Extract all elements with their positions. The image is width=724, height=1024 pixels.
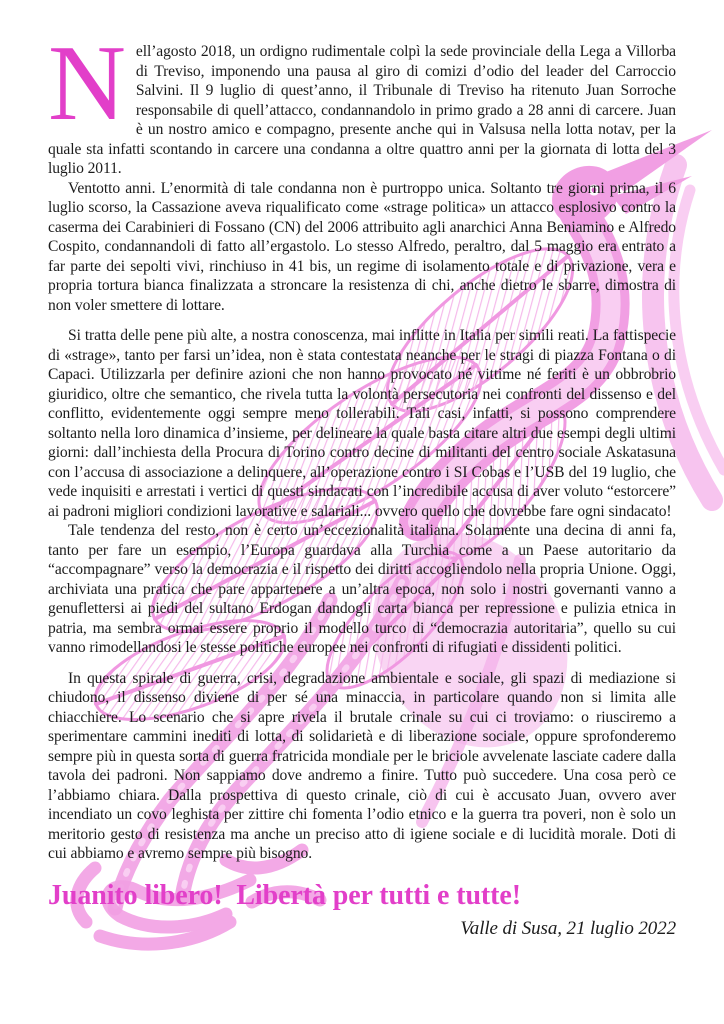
paragraph-4: Tale tendenza del resto, non è certo un’eccezionalità italiana. Solamente una decina di anni fa, tanto per fare un esempio, l’Europa guardava alla Turchia come a un Paese autoritario da “accompagnare” verso la democrazia e il rispetto dei diritti accogliendolo nella propria Unione. Oggi, archiviata una pratica che pare appartenere a un’altra epoca, non solo i nostri governanti vanno a genuflettersi ai piedi del sultano Erdogan dandogli carta bianca per repressione e pulizia etnica in patria, ma sembra ormai essere proprio il modello turco di “democrazia autoritaria”, quello su cui vanno rimodellandosi le stesse politiche europee nei confronti di rifugiati e dissidenti politici. xyxy=(48,522,676,656)
paragraph-5: In questa spirale di guerra, crisi, degradazione ambientale e sociale, gli spazi di mediazione si chiudono, il dissenso diviene di per sé una minaccia, in particolare quando non si limita alle chiacchiere. Lo scenario che si apre rivela il brutale crinale su cui ci troviamo: o riusciremo a sperimentare cammini inediti di lotta, di solidarietà e di liberazione sociale, oppure sprofonderemo sempre più in questa sorta di guerra fratricida mondiale per le briciole avvelenate lasciate cadere dalla tavola dei padroni. Non sappiamo dove andremo a finire. Tutto può succedere. Una cosa però ce l’abbiamo chiara. Dalla prospettiva di questo crinale, ciò di cui è accusato Juan, ovvero aver incendiato un covo leghista per zittire chi fomenta l’odio etnico e la guerra tra poveri, non è solo un meritorio gesto di resistenza ma anche un preciso atto di igiene sociale e di lucidità morale. Doti di cui abbiamo e avremo sempre più bisogno. xyxy=(48,669,676,862)
dateline: Valle di Susa, 21 luglio 2022 xyxy=(460,917,676,939)
slogan-headline: Juanito libero! Libertà per tutti e tutte! xyxy=(48,879,521,911)
paragraph-2: Ventotto anni. L’enormità di tale condanna non è purtroppo unica. Soltanto tre giorni prima, il 6 luglio scorso, la Cassazione aveva riqualificato come «strage politica» un attacco esplosivo contro la caserma dei Carabinieri di Fossano (CN) del 2006 attribuito agli anarchici Anna Beniamino e Alfredo Cospito, condannandoli di fatto all’ergastolo. Lo stesso Alfredo, peraltro, dal 5 maggio era entrato a far parte dei sepolti vivi, rinchiuso in 41 bis, un regime di isolamento totale e di privazione, vera e propria tortura bianca finalizzata a stroncare la resistenza di chi, anche dietro le sbarre, dimostra di non voler smettere di lottare. xyxy=(48,179,676,314)
document-body xyxy=(48,24,676,941)
drop-cap: N xyxy=(48,24,126,143)
paragraph-1-text: ell’agosto 2018, un ordigno rudimentale colpì la sede provinciale della Lega a Villorba di Treviso, imponendo una pausa al giro di comizi d’odio del leader del Carroccio Salvini. Il 9 luglio di quest’anno, il Tribunale di Treviso ha ritenuto Juan Sorroche responsabile di quell’attacco, condannandolo in primo grado a 28 anni di carcere. Juan è un nostro amico e compagno, presente anche qui in Valsusa nella lotta notav, per la quale sta infatti scontando in carcere una condanna a oltre quattro anni per la giornata di lotta del 3 luglio 2011. xyxy=(48,43,676,177)
paragraph-3: Si tratta delle pene più alte, a nostra conoscenza, mai inflitte in Italia per simili reati. La fattispecie di «strage», tanto per farsi un’idea, non è stata contestata neanche per le stragi di piazza Fontana o di Capaci. Utilizzarla per definire azioni che non hanno provocato né vittime né feriti è un obbrobrio giuridico, oltre che semantico, che rivela tutta la volontà persecutoria nei confronti del dissenso e del conflitto, evidentemente oggi sempre meno tollerabili. Tali casi, infatti, si possono comprendere soltanto nella loro dinamica d’insieme, per delineare la quale basta citare altri due esempi degli ultimi giorni: dall’inchiesta della Procura di Torino contro decine di militanti del centro sociale Askatasuna con l’accusa di associazione a delinquere, all’operazione contro i SI Cobas e l’USB del 19 luglio, che vede inquisiti e arrestati i vertici di questi sindacati con l’incredibile accusa di aver voluto “estorcere” ai padroni migliori condizioni lavorative e salariali... ovvero quello che dovrebbe fare ogni sindacato! xyxy=(48,327,676,520)
paragraph-1 xyxy=(48,24,676,179)
